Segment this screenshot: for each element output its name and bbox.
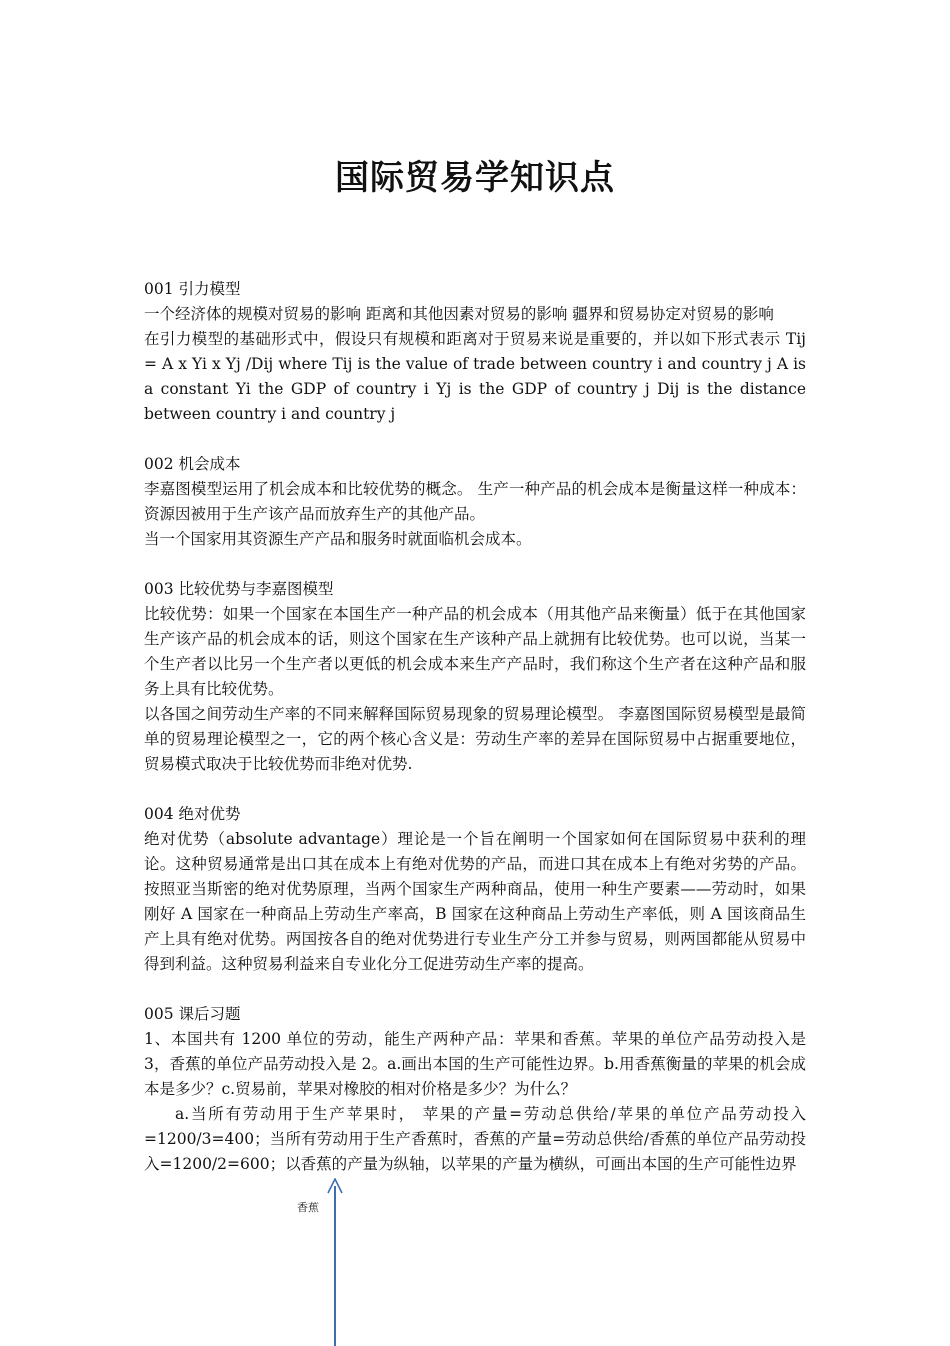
- section-heading: 003 比较优势与李嘉图模型: [144, 580, 334, 598]
- paragraph: 比较优势：如果一个国家在本国生产一种产品的机会成本（用其他产品来衡量）低于在其他国家生产该产品的机会成本的话，则这个国家在生产该种产品上就拥有比较优势。也可以说，当某一个生产者以比另一个生产者以更低的机会成本来生产产品时，我们称这个生产者在这种产品和服务上具有比较优势。: [144, 605, 806, 698]
- page-title: 国际贸易学知识点: [335, 158, 615, 198]
- paragraph: 绝对优势（absolute advantage）理论是一个旨在阐明一个国家如何在国际贸易中获利的理论。这种贸易通常是出口其在成本上有绝对优势的产品，而进口其在成本上有绝对劣势的产品。按照亚当斯密的绝对优势原理，当两个国家生产两种商品，使用一种生产要素——劳动时，如果刚好 A 国家在一种商品上劳动生产率高，B 国家在这种商品上劳动生产率低，则 A 国该商品生产上具有绝对优势。两国按各自的绝对优势进行专业生产分工并参与贸易，则两国都能从贸易中得到利益。这种贸易利益来自专业化分工促进劳动生产率的提高。: [144, 830, 806, 973]
- paragraph: 在引力模型的基础形式中，假设只有规模和距离对于贸易来说是重要的，并以如下形式表示 Tij = A x Yi x Yj /Dij where Tij is the value of trade between country i and country j A is a constant Yi the GDP of country i Yj is the GDP of country j Dij is the distance between country i and country j: [144, 330, 806, 423]
- arrow-up-icon: [327, 1178, 343, 1194]
- exercise-question: 1、本国共有 1200 单位的劳动，能生产两种产品：苹果和香蕉。苹果的单位产品劳动投入是 3，香蕉的单位产品劳动投入是 2。a.画出本国的生产可能性边界。b.用香蕉衡量的苹果的机会成本是多少？c.贸易前，苹果对橡胶的相对价格是多少？为什么？: [144, 1030, 806, 1098]
- y-axis-label: 香蕉: [297, 1201, 319, 1214]
- document-body: [144, 277, 806, 1177]
- paragraph: 以各国之间劳动生产率的不同来解释国际贸易现象的贸易理论模型。 李嘉图国际贸易模型是最简单的贸易理论模型之一，它的两个核心含义是：劳动生产率的差异在国际贸易中占据重要地位，贸易模式取决于比较优势而非绝对优势.: [144, 705, 806, 773]
- paragraph: 李嘉图模型运用了机会成本和比较优势的概念。 生产一种产品的机会成本是衡量这样一种成本：资源因被用于生产该产品而放弃生产的其他产品。: [144, 480, 806, 523]
- paragraph: 一个经济体的规模对贸易的影响 距离和其他因素对贸易的影响 疆界和贸易协定对贸易的影响: [144, 305, 774, 323]
- section-heading: 004 绝对优势: [144, 805, 241, 823]
- section-heading: 005 课后习题: [144, 1005, 241, 1023]
- section-heading: 001 引力模型: [144, 280, 241, 298]
- section-heading: 002 机会成本: [144, 455, 241, 473]
- exercise-answer: a.当所有劳动用于生产苹果时， 苹果的产量=劳动总供给/苹果的单位产品劳动投入=1200/3=400；当所有劳动用于生产香蕉时，香蕉的产量=劳动总供给/香蕉的单位产品劳动投入=1200/2=600；以香蕉的产量为纵轴，以苹果的产量为横纵，可画出本国的生产可能性边界: [144, 1105, 806, 1173]
- paragraph: 当一个国家用其资源生产产品和服务时就面临机会成本。: [144, 530, 532, 548]
- ppf-y-axis: [334, 1186, 336, 1346]
